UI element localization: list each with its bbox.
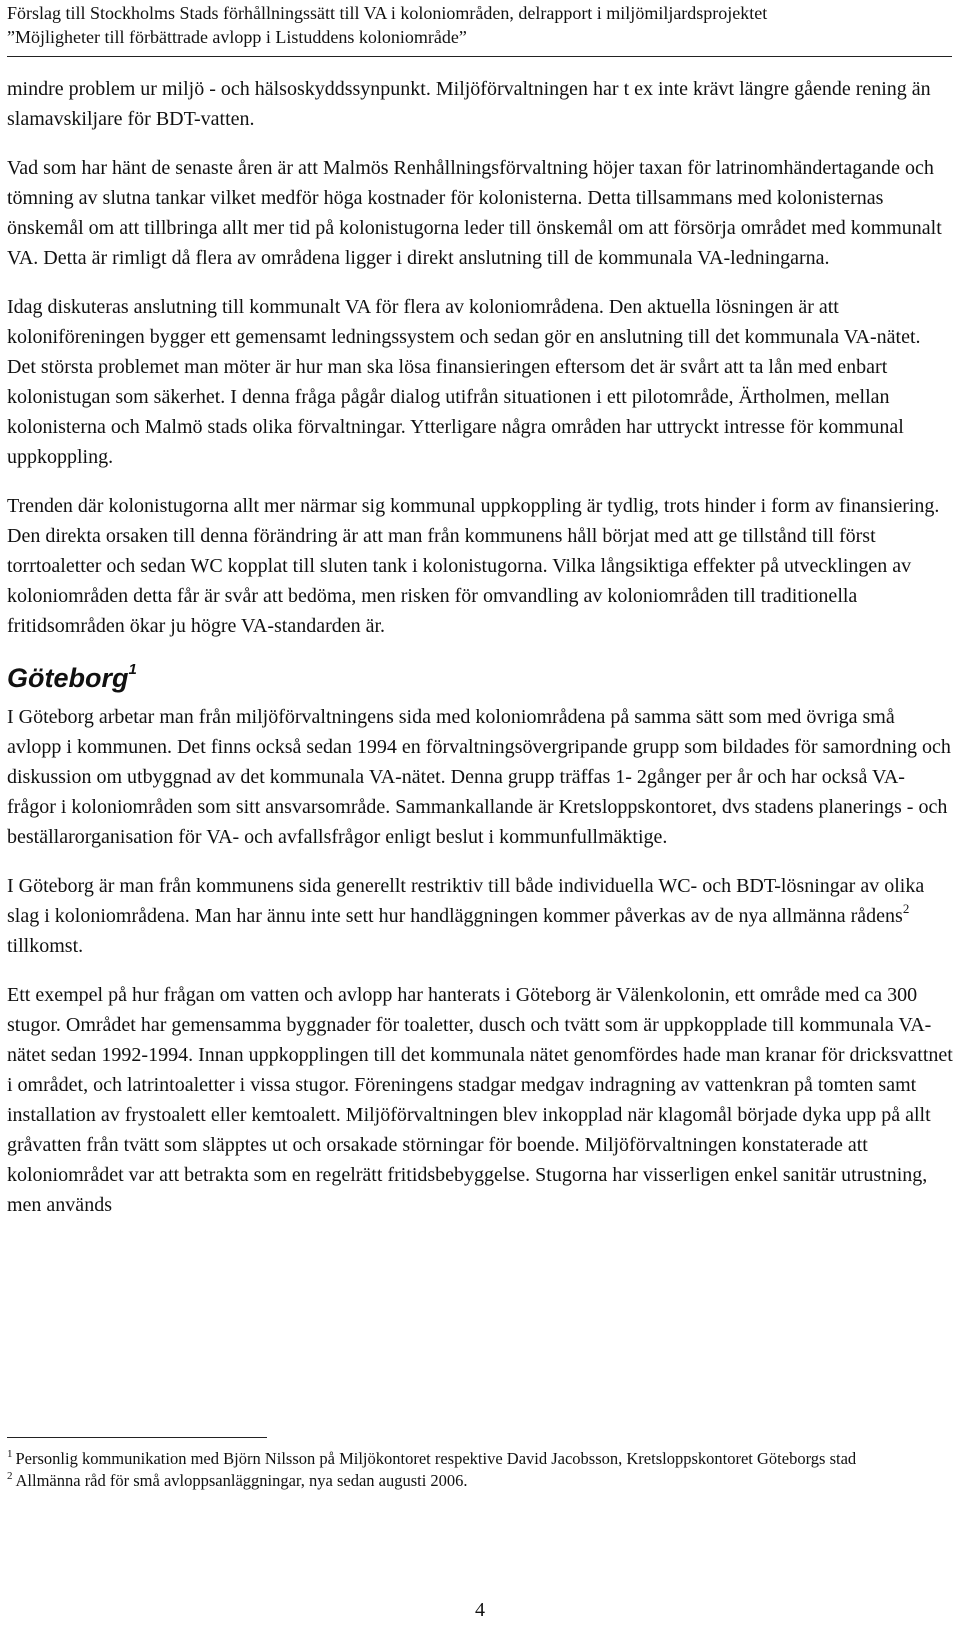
- paragraph-6-end: tillkomst.: [7, 935, 84, 957]
- paragraph-4: Trenden där kolonistugorna allt mer närmar sig kommunal uppkoppling är tydlig, trots hinder i form av finansiering. Den direkta orsaken till denna förändring är att man från kommunens håll börjat med att ge tillstånd till först torrtoaletter och sedan WC kopplat till sluten tank i kolonistugorna. Vilka långsiktiga effekter på utvecklingen av koloniområden detta får är svår att bedöma, men risken för omvandling av koloniområden till traditionella fritidsområden ökar ju högre VA-standarden är.: [7, 495, 940, 637]
- paragraph-6: [7, 871, 953, 961]
- footnote-2-number: 2: [7, 1470, 13, 1482]
- paragraph-6-text: I Göteborg är man från kommunens sida generellt restriktiv till både individuella WC- och BDT-lösningar av olika slag i koloniområdena. Man har ännu inte sett hur handläggningen kommer påverkas av de nya allmänna rådens: [7, 875, 925, 927]
- footnote-2-text: Allmänna råd för små avloppsanläggningar, nya sedan augusti 2006.: [15, 1471, 468, 1490]
- paragraph-1: mindre problem ur miljö - och hälsoskyddssynpunkt. Miljöförvaltningen har t ex inte krävt längre gående rening än slamavskiljare för BDT-vatten.: [7, 78, 931, 130]
- page-number: 4: [475, 1599, 485, 1621]
- section-heading-goteborg: [7, 660, 953, 696]
- footnote-1-number: 1: [7, 1448, 13, 1460]
- footnote-ref-1[interactable]: 1: [128, 661, 137, 678]
- running-header: [7, 1, 952, 57]
- footnote-ref-2[interactable]: 2: [902, 901, 910, 916]
- footnote-1: [7, 1448, 957, 1470]
- paragraph-7: Ett exempel på hur frågan om vatten och avlopp har hanterats i Göteborg är Välenkolonin, ett område med ca 300 stugor. Området har gemensamma byggnader för toaletter, dusch och tvätt som är uppkopplade till kommunala VA-nätet sedan 1992-1994. Innan uppkopplingen till det kommunala nätet genomfördes hade man kranar för dricksvattnet i området, och latrintoaletter i vissa stugor. Föreningens stadgar medgav indragning av vattenkran på tomten samt installation av frystoalett eller kemtoalett. Miljöförvaltningen blev inkopplad när klagomål började dyka upp på allt gråvatten från tvätt som släpptes ut och orsakade störningar för boende. Miljöförvaltningen konstaterade att koloniområdet var att betrakta som en regelrätt fritidsbebyggelse. Stugorna har visserligen enkel sanitär utrustning, men används: [7, 984, 953, 1216]
- paragraph-2: Vad som har hänt de senaste åren är att Malmös Renhållningsförvaltning höjer taxan för latrinomhändertagande och tömning av slutna tankar vilket medför höga kostnader för kolonisterna. Detta tillsammans med kolonisternas önskemål om att tillbringa allt mer tid på kolonistugorna leder till önskemål om att försörja området med kommunalt VA. Detta är rimligt då flera av områdena ligger i direkt anslutning till de kommunala VA-ledningarna.: [7, 157, 942, 269]
- header-line-1: Förslag till Stockholms Stads förhållningssätt till VA i koloniområden, delrapport i miljömiljardsprojektet: [7, 3, 768, 23]
- paragraph-3: Idag diskuteras anslutning till kommunalt VA för flera av koloniområdena. Den aktuella lösningen är att koloniföreningen bygger ett gemensamt ledningssystem och sedan gör en anslutning till det kommunala VA-nätet. Det största problemet man möter är hur man ska lösa finansieringen eftersom det är svårt att ta lån med enbart kolonistugan som säkerhet. I denna fråga pågår dialog utifrån situationen i ett pilotområde, Ärtholmen, mellan kolonisterna och Malmö stads olika förvaltningar. Ytterligare några områden har uttryckt intresse för kommunal uppkoppling.: [7, 296, 921, 468]
- footnote-1-text: Personlig kommunikation med Björn Nilsson på Miljökontoret respektive David Jacobsson, Kretsloppskontoret Göteborgs stad: [15, 1449, 857, 1468]
- header-line-2: ”Möjligheter till förbättrade avlopp i Listuddens koloniområde”: [7, 27, 467, 47]
- footnote-2: [7, 1470, 957, 1492]
- footnotes: [7, 1448, 957, 1492]
- footnote-divider: [7, 1437, 267, 1438]
- body-text: [7, 74, 953, 1239]
- section-heading-text: Göteborg: [7, 663, 129, 693]
- paragraph-5: I Göteborg arbetar man från miljöförvaltningens sida med koloniområdena på samma sätt som med övriga små avlopp i kommunen. Det finns också sedan 1994 en förvaltningsövergripande grupp som bildades för samordning och diskussion om utbyggnad av det kommunala VA-nätet. Denna grupp träffas 1- 2gånger per år och har också VA-frågor i koloniområden som sitt ansvarsområde. Sammankallande är Kretsloppskontoret, dvs stadens planerings - och beställarorganisation för VA- och avfallsfrågor enligt beslut i kommunfullmäktige.: [7, 706, 951, 848]
